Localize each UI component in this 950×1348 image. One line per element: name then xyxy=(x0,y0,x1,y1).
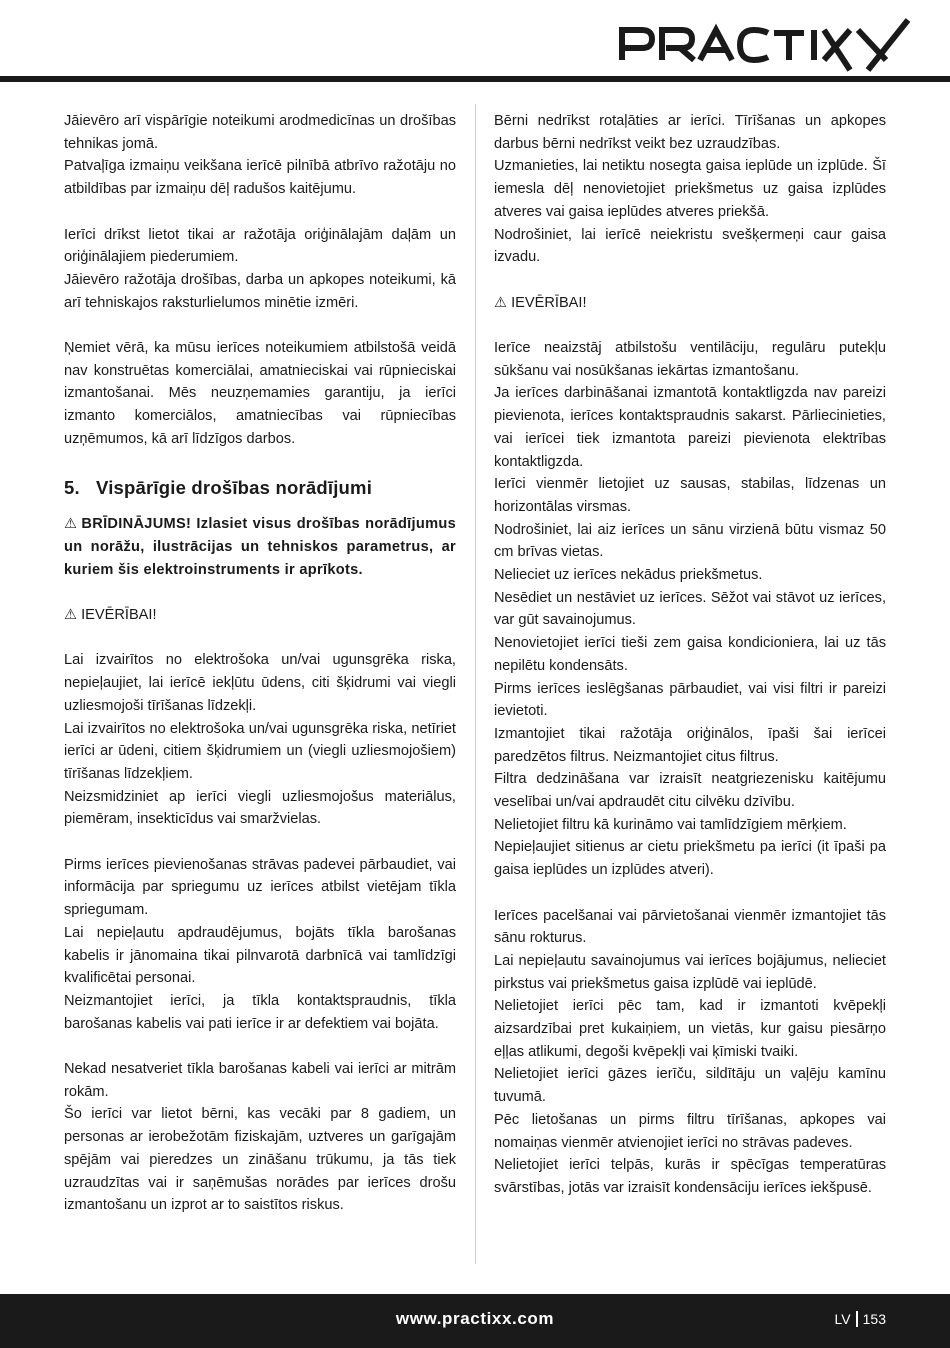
paragraph: Lai izvairītos no elektrošoka un/vai ugunsgrēka riska, netīriet ierīci ar ūdeni, citiem šķidrumiem un (viegli uzliesmojošiem) tīrīšanas līdzekļiem. xyxy=(64,720,456,782)
page-indicator xyxy=(835,1311,886,1327)
warning-text: BRĪDINĀJUMS! Izlasiet visus drošības norādījumus un norāžu, ilustrācijas un tehniskos parametrus, ar kuriem šis elektroinstruments ir aprīkots. xyxy=(64,516,456,578)
paragraph: Jāievēro arī vispārīgie noteikumi arodmedicīnas un drošības tehnikas jomā. xyxy=(64,113,456,152)
paragraph: Ja ierīces darbināšanai izmantotā kontaktligzda nav pareizi pievienota, ierīces kontaktspraudnis sakarst. Pārliecinieties, vai ierīcei tiek izmantota pareizi pievienota elektrības kontaktligzda. xyxy=(494,385,886,470)
warning-paragraph xyxy=(64,513,456,581)
header-rule xyxy=(0,76,950,82)
column-divider xyxy=(475,104,476,1264)
paragraph: Nesēdiet un nestāviet uz ierīces. Sēžot vai stāvot uz ierīces, var gūt savainojumus. xyxy=(494,589,886,629)
paragraph: Nodrošiniet, lai ierīcē neiekristu svešķermeņi caur gaisa izvadu. xyxy=(494,226,886,266)
paragraph: Filtra dedzināšana var izraisīt neatgriezenisku kaitējumu veselībai un/vai apdraudēt citu cilvēku dzīvību. xyxy=(494,771,886,811)
paragraph: Nelietojiet ierīci pēc tam, kad ir izmantoti kvēpekļi aizsardzībai pret kukaiņiem, un vietās, kur gaisu piesārņo eļļas atlikumi, degoši kvēpekļi vai ķīmiski tvaiki. xyxy=(494,998,886,1060)
language-code: LV xyxy=(834,1311,851,1327)
paragraph: Nelietojiet ierīci telpās, kurās ir spēcīgas temperatūras svārstības, jotās var izraisīt kondensāciju ierīces iekšpusē. xyxy=(494,1157,886,1196)
paragraph: Pēc lietošanas un pirms filtru tīrīšanas, apkopes vai nomaiņas vienmēr atvienojiet ierīci no strāvas padeves. xyxy=(494,1111,886,1151)
paragraph: Ierīci drīkst lietot tikai ar ražotāja oriģinālajām daļām un oriģinālajiem piederumiem. xyxy=(64,226,456,266)
paragraph: Lai nepieļautu apdraudējumus, bojāts tīkla barošanas kabelis ir jānomaina tikai pilnvarotā darbnīcā vai tamlīdzīgi kvalificētai personai. xyxy=(64,924,456,987)
paragraph: Nekad nesatveriet tīkla barošanas kabeli vai ierīci ar mitrām rokām. xyxy=(64,1061,456,1100)
paragraph: Lai nepieļautu savainojumus vai ierīces bojājumus, nelieciet pirkstus vai priekšmetus gaisa izplūdē vai ieplūdē. xyxy=(494,952,886,992)
right-column xyxy=(494,110,886,1200)
separator-bar xyxy=(856,1311,858,1327)
paragraph: Šo ierīci var lietot bērni, kas vecāki par 8 gadiem, un personas ar ierobežotām fiziskajām, uztveres un garīgajām spējām vai pieredzes un zināšanu trūkumu, ja tās tiek uzraudzītas vai ir saņēmušas norādes par ierīces drošu izmantošanu un izprot ar to saistītos riskus. xyxy=(64,1106,456,1214)
logo-graphic xyxy=(618,18,914,74)
warning-triangle-icon: ⚠ xyxy=(494,294,508,311)
left-column xyxy=(64,110,456,1217)
paragraph: Jāievēro ražotāja drošības, darba un apkopes noteikumi, kā arī tehniskajos raksturlielumos minētie izmēri. xyxy=(64,271,456,311)
page-number: 153 xyxy=(862,1311,886,1327)
paragraph: Nepieļaujiet sitienus ar cietu priekšmetu pa ierīci (it īpaši pa gaisa ieplūdes un izplūdes atveri). xyxy=(494,839,886,879)
paragraph: Neizsmidziniet ap ierīci viegli uzliesmojošus materiālus, piemēram, insekticīdus vai smaržvielas. xyxy=(64,788,456,828)
paragraph: Nelietojiet filtru kā kurināmo vai tamlīdzīgiem mērķiem. xyxy=(494,816,847,833)
attention-label xyxy=(64,604,456,627)
practixx-logo xyxy=(618,18,914,74)
paragraph: Nelieciet uz ierīces nekādus priekšmetus. xyxy=(494,567,763,584)
paragraph: Lai izvairītos no elektrošoka un/vai ugunsgrēka riska, nepieļaujiet, lai ierīcē iekļūtu ūdens, citi šķidrumi vai viegli uzliesmojoši tīrīšanas līdzekļi. xyxy=(64,652,456,714)
paragraph: Uzmanieties, lai netiktu nosegta gaisa ieplūde un izplūde. Šī iemesla dēļ nenovietojiet priekšmetus uz gaisa izplūdes atveres vai gaisa ieplūdes atveres priekšā. xyxy=(494,158,886,220)
paragraph: Ierīces pacelšanai vai pārvietošanai vienmēr izmantojiet tās sānu rokturus. xyxy=(494,907,886,947)
paragraph: Nelietojiet ierīci gāzes ierīču, sildītāju un vaļēju kamīnu tuvumā. xyxy=(494,1066,886,1106)
attention-text: IEVĒRĪBAI! xyxy=(511,294,587,311)
paragraph: Neizmantojiet ierīci, ja tīkla kontaktspraudnis, tīkla barošanas kabelis vai pati ierīce ir ar defektiem vai bojāta. xyxy=(64,992,456,1032)
section-number: 5. xyxy=(64,477,80,499)
paragraph: Pirms ierīces ieslēgšanas pārbaudiet, vai visi filtri ir pareizi ievietoti. xyxy=(494,680,886,720)
paragraph: Nodrošiniet, lai aiz ierīces un sānu virzienā būtu vismaz 50 cm brīvas vietas. xyxy=(494,521,886,561)
paragraph: Ņemiet vērā, ka mūsu ierīces noteikumiem atbilstošā veidā nav konstruētas komerciālai, amatnieciskai vai rūpnieciskai izmantošanai. Mēs neuzņemamies garantiju, ja ierīci izmanto komerciālos, amatniecības vai rūpniecības uzņēmumos, kā arī līdzīgos darbos. xyxy=(64,340,456,447)
warning-triangle-icon: ⚠ xyxy=(64,607,78,623)
website-url: www.practixx.com xyxy=(395,1309,555,1328)
paragraph: Bērni nedrīkst rotaļāties ar ierīci. Tīrīšanas un apkopes darbus bērni nedrīkst veikt bez uzraudzības. xyxy=(494,113,886,152)
paragraph: Pirms ierīces pievienošanas strāvas padevei pārbaudiet, vai informācija par spriegumu uz ierīces atbilst vietējam tīkla spriegumam. xyxy=(64,856,456,919)
paragraph: Izmantojiet tikai ražotāja oriģinālos, īpaši šai ierīcei paredzētos filtrus. Neizmantojiet citus filtrus. xyxy=(494,725,886,765)
attention-label xyxy=(494,292,886,315)
section-heading xyxy=(64,475,456,501)
paragraph: Ierīce neaizstāj atbilstošu ventilāciju, regulāru putekļu sūkšanu vai nosūkšanas iekārtas izmantošanu. xyxy=(494,340,886,379)
page-footer xyxy=(0,1294,950,1348)
section-title: Vispārīgie drošības norādījumi xyxy=(96,477,373,499)
paragraph: Nenovietojiet ierīci tieši zem gaisa kondicioniera, lai uz tās nepilētu kondensāts. xyxy=(494,635,886,674)
paragraph: Ierīci vienmēr lietojiet uz sausas, stabilas, līdzenas un horizontālas virsmas. xyxy=(494,476,886,515)
paragraph: Patvaļīga izmaiņu veikšana ierīcē pilnībā atbrīvo ražotāju no atbildības par izmaiņu dēļ radušos kaitējumu. xyxy=(64,158,456,198)
attention-text: IEVĒRĪBAI! xyxy=(81,607,157,623)
warning-triangle-icon: ⚠ xyxy=(64,516,78,533)
